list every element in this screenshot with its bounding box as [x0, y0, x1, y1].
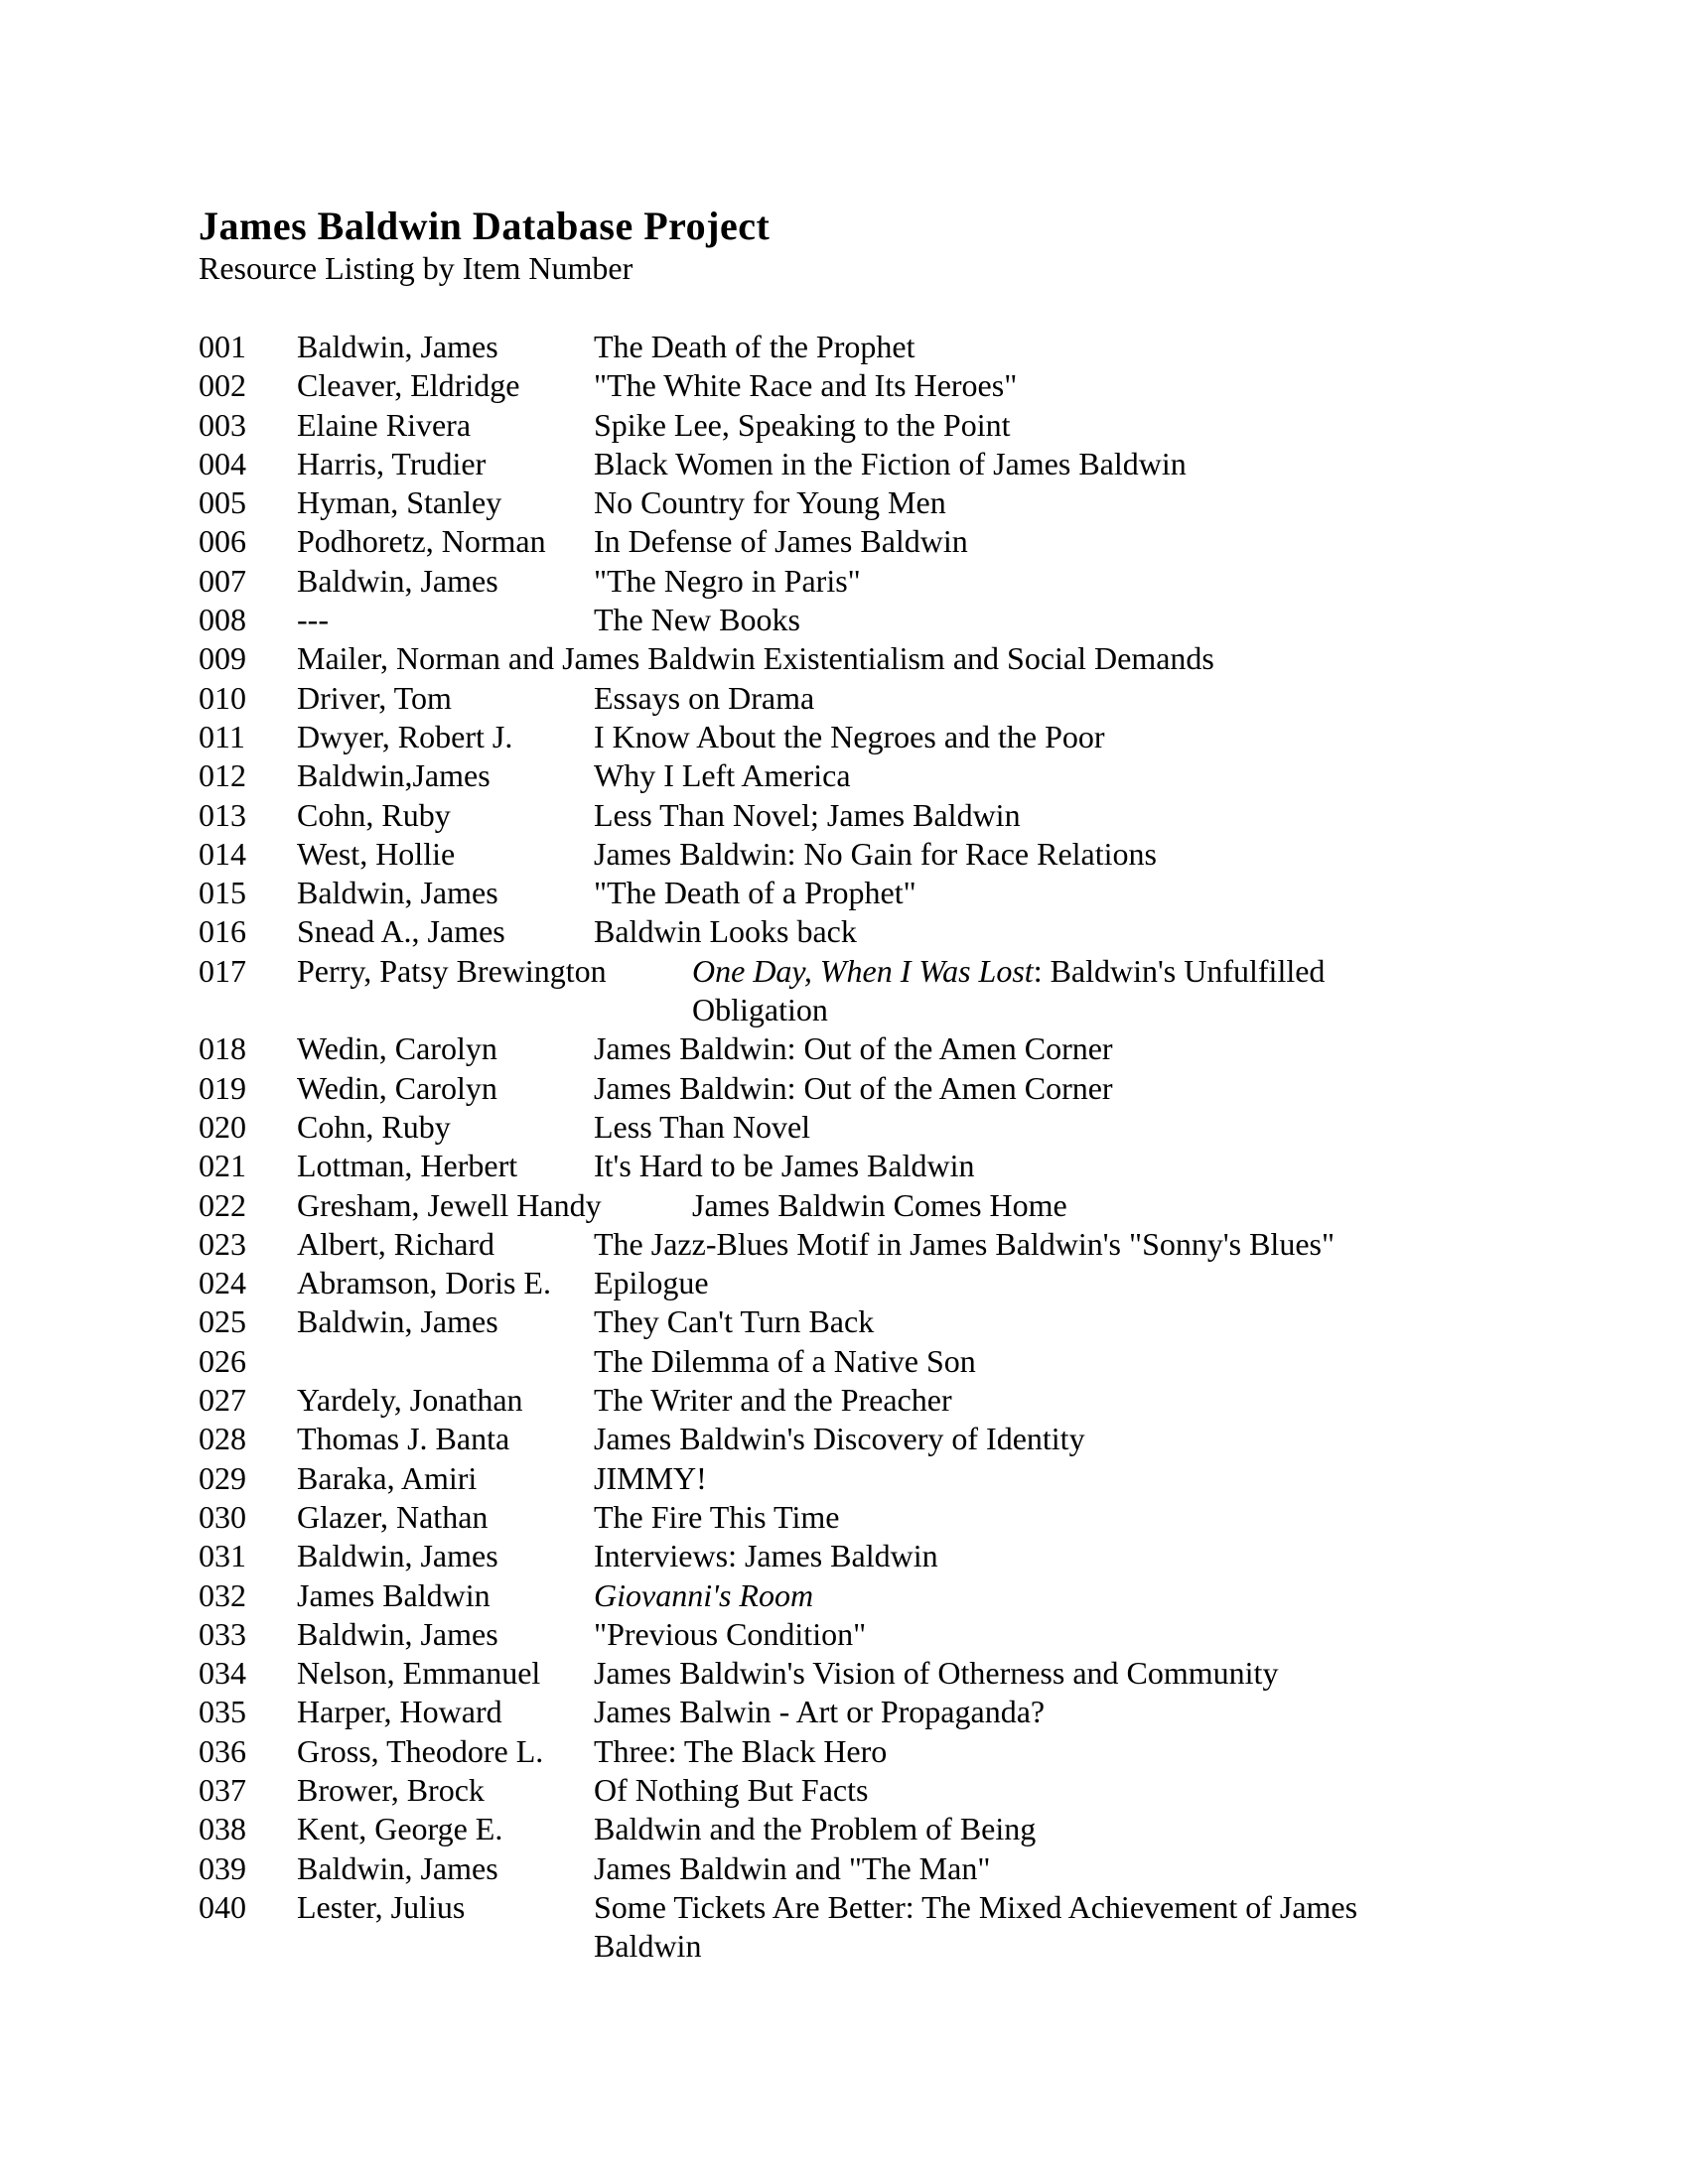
- item-author: Gresham, Jewell Handy: [297, 1186, 602, 1223]
- item-title: "The Negro in Paris": [594, 562, 861, 599]
- item-number: 022: [199, 1186, 246, 1223]
- item-author: Baraka, Amiri: [297, 1459, 478, 1496]
- item-author: Baldwin, James: [297, 562, 498, 599]
- list-item: [199, 1381, 1489, 1420]
- item-author: Mailer, Norman and James Baldwin Existentialism and Social Demands: [297, 640, 1214, 677]
- list-item: [199, 796, 1489, 835]
- item-title: "The Death of a Prophet": [594, 875, 916, 911]
- item-number: 028: [199, 1421, 246, 1457]
- item-number: 004: [199, 445, 246, 481]
- item-title: Three: The Black Hero: [594, 1732, 888, 1769]
- item-author: Albert, Richard: [297, 1225, 495, 1262]
- item-number: 017: [199, 952, 246, 989]
- list-item: [199, 445, 1489, 483]
- item-title: James Baldwin: No Gain for Race Relations: [594, 835, 1157, 872]
- item-title: Of Nothing But Facts: [594, 1771, 869, 1808]
- item-author: Harris, Trudier: [297, 445, 487, 481]
- item-title: The Writer and the Preacher: [594, 1382, 952, 1419]
- item-title: They Can't Turn Back: [594, 1303, 875, 1340]
- item-number: 016: [199, 913, 246, 950]
- item-title-italic: One Day, When I Was Lost: [692, 952, 1034, 989]
- item-number: 012: [199, 757, 246, 794]
- list-item: [199, 1849, 1489, 1888]
- list-item: [199, 756, 1489, 795]
- item-title: The Jazz-Blues Motif in James Baldwin's "Sonny's Blues": [594, 1225, 1336, 1262]
- item-author: Baldwin, James: [297, 1303, 498, 1340]
- item-title: Less Than Novel; James Baldwin: [594, 796, 1021, 833]
- item-number: 018: [199, 1030, 246, 1067]
- item-number: 021: [199, 1148, 246, 1184]
- item-title: [692, 952, 1387, 1030]
- item-number: 033: [199, 1615, 246, 1652]
- item-number: 003: [199, 406, 246, 443]
- list-item: [199, 1888, 1489, 1967]
- list-item: [199, 483, 1489, 522]
- item-number: 029: [199, 1459, 246, 1496]
- item-number: 013: [199, 796, 246, 833]
- item-title: James Baldwin: Out of the Amen Corner: [594, 1030, 1113, 1067]
- item-author: Abramson, Doris E.: [297, 1265, 551, 1301]
- item-title: In Defense of James Baldwin: [594, 523, 968, 560]
- item-title: "Previous Condition": [594, 1615, 867, 1652]
- list-item: [199, 1029, 1489, 1068]
- list-item: [199, 601, 1489, 639]
- list-item: [199, 1732, 1489, 1771]
- item-title: James Baldwin and "The Man": [594, 1849, 991, 1886]
- item-title: It's Hard to be James Baldwin: [594, 1148, 975, 1184]
- list-item: [199, 1654, 1489, 1693]
- item-author: Baldwin, James: [297, 329, 498, 364]
- item-author: James Baldwin: [297, 1576, 491, 1613]
- resource-listing: [199, 328, 1489, 1966]
- item-author: Baldwin,James: [297, 757, 491, 794]
- item-number: 026: [199, 1342, 246, 1379]
- item-author: Cohn, Ruby: [297, 1108, 451, 1145]
- item-author: Hyman, Stanley: [297, 484, 502, 521]
- item-number: 014: [199, 835, 246, 872]
- list-item: [199, 522, 1489, 561]
- item-title: Epilogue: [594, 1265, 709, 1301]
- item-author: Baldwin, James: [297, 1849, 498, 1886]
- list-item: [199, 1069, 1489, 1108]
- item-number: 024: [199, 1265, 246, 1301]
- list-item: [199, 835, 1489, 874]
- item-author: Driver, Tom: [297, 679, 452, 716]
- item-title: No Country for Young Men: [594, 484, 946, 521]
- list-item: [199, 1810, 1489, 1848]
- list-item: [199, 1498, 1489, 1537]
- item-author: Dwyer, Robert J.: [297, 718, 513, 754]
- item-title: James Baldwin's Vision of Otherness and Community: [594, 1655, 1279, 1692]
- item-number: 040: [199, 1888, 246, 1925]
- item-author: Thomas J. Banta: [297, 1421, 510, 1457]
- item-author: Baldwin, James: [297, 875, 498, 911]
- item-title: "The White Race and Its Heroes": [594, 367, 1018, 404]
- item-number: 039: [199, 1849, 246, 1886]
- list-item: [199, 1108, 1489, 1147]
- item-author: Lottman, Herbert: [297, 1148, 518, 1184]
- item-title: The Fire This Time: [594, 1498, 840, 1535]
- item-title-rest: : Baldwin's Unfulfilled Obligation: [692, 952, 1326, 1028]
- item-title: The Death of the Prophet: [594, 329, 915, 364]
- list-item: [199, 1147, 1489, 1185]
- list-item: [199, 1537, 1489, 1575]
- item-title: James Baldwin: Out of the Amen Corner: [594, 1069, 1113, 1106]
- list-item: [199, 1186, 1489, 1225]
- item-author: Glazer, Nathan: [297, 1498, 489, 1535]
- list-item: [199, 952, 1489, 1030]
- item-title: Black Women in the Fiction of James Baldwin: [594, 445, 1187, 481]
- item-number: 036: [199, 1732, 246, 1769]
- item-number: 038: [199, 1811, 246, 1847]
- item-number: 001: [199, 329, 246, 364]
- item-number: 031: [199, 1538, 246, 1574]
- item-number: 023: [199, 1225, 246, 1262]
- item-author: ---: [297, 602, 329, 638]
- list-item: [199, 639, 1489, 678]
- item-number: 037: [199, 1771, 246, 1808]
- item-title: Giovanni's Room: [594, 1576, 814, 1613]
- item-author: Baldwin, James: [297, 1615, 498, 1652]
- item-author: Elaine Rivera: [297, 406, 472, 443]
- item-author: Baldwin, James: [297, 1538, 498, 1574]
- item-title: JIMMY!: [594, 1459, 707, 1496]
- item-author: Harper, Howard: [297, 1694, 502, 1730]
- item-number: 032: [199, 1576, 246, 1613]
- item-author: Yardely, Jonathan: [297, 1382, 523, 1419]
- list-item: [199, 1264, 1489, 1302]
- item-author: Perry, Patsy Brewington: [297, 952, 607, 989]
- item-author: Podhoretz, Norman: [297, 523, 546, 560]
- list-item: [199, 1302, 1489, 1341]
- item-title: The Dilemma of a Native Son: [594, 1342, 976, 1379]
- item-number: 002: [199, 367, 246, 404]
- list-item: [199, 1342, 1489, 1381]
- list-item: [199, 1615, 1489, 1654]
- list-item: [199, 1420, 1489, 1458]
- list-item: [199, 366, 1489, 405]
- item-number: 020: [199, 1108, 246, 1145]
- list-item: [199, 1771, 1489, 1810]
- item-number: 005: [199, 484, 246, 521]
- item-author: Nelson, Emmanuel: [297, 1655, 541, 1692]
- item-number: 019: [199, 1069, 246, 1106]
- list-item: [199, 1576, 1489, 1615]
- list-item: [199, 679, 1489, 718]
- item-number: 011: [199, 718, 245, 754]
- item-author: Wedin, Carolyn: [297, 1069, 497, 1106]
- list-item: [199, 1459, 1489, 1498]
- list-item: [199, 562, 1489, 601]
- item-title: Spike Lee, Speaking to the Point: [594, 406, 1011, 443]
- item-number: 030: [199, 1498, 246, 1535]
- item-title: Essays on Drama: [594, 679, 815, 716]
- item-number: 027: [199, 1382, 246, 1419]
- item-author: West, Hollie: [297, 835, 456, 872]
- item-number: 009: [199, 640, 246, 677]
- item-number: 015: [199, 875, 246, 911]
- item-author: Brower, Brock: [297, 1771, 485, 1808]
- item-title: I Know About the Negroes and the Poor: [594, 718, 1105, 754]
- item-title: James Balwin - Art or Propaganda?: [594, 1694, 1046, 1730]
- item-author: Lester, Julius: [297, 1888, 466, 1925]
- item-title: Why I Left America: [594, 757, 851, 794]
- item-author: Cleaver, Eldridge: [297, 367, 520, 404]
- item-number: 010: [199, 679, 246, 716]
- list-item: [199, 912, 1489, 951]
- item-number: 025: [199, 1303, 246, 1340]
- item-number: 007: [199, 562, 246, 599]
- list-item: [199, 328, 1489, 366]
- item-title: Baldwin and the Problem of Being: [594, 1811, 1037, 1847]
- item-author: Kent, George E.: [297, 1811, 503, 1847]
- list-item: [199, 1693, 1489, 1731]
- page-title: James Baldwin Database Project: [199, 204, 771, 248]
- item-title: James Baldwin's Discovery of Identity: [594, 1421, 1085, 1457]
- item-title: Some Tickets Are Better: The Mixed Achievement of James Baldwin: [594, 1888, 1358, 1965]
- item-author: Cohn, Ruby: [297, 796, 451, 833]
- item-author: Wedin, Carolyn: [297, 1030, 497, 1067]
- item-number: 034: [199, 1655, 246, 1692]
- page-subtitle: Resource Listing by Item Number: [199, 250, 633, 286]
- item-title: Interviews: James Baldwin: [594, 1538, 938, 1574]
- item-title: The New Books: [594, 602, 800, 638]
- item-title: Baldwin Looks back: [594, 913, 857, 950]
- item-number: 006: [199, 523, 246, 560]
- list-item: [199, 874, 1489, 912]
- list-item: [199, 406, 1489, 445]
- item-title: Less Than Novel: [594, 1108, 811, 1145]
- item-author: Snead A., James: [297, 913, 505, 950]
- list-item: [199, 1225, 1489, 1264]
- item-author: Gross, Theodore L.: [297, 1732, 544, 1769]
- item-number: 035: [199, 1694, 246, 1730]
- item-title: James Baldwin Comes Home: [692, 1186, 1067, 1223]
- list-item: [199, 718, 1489, 756]
- item-number: 008: [199, 602, 246, 638]
